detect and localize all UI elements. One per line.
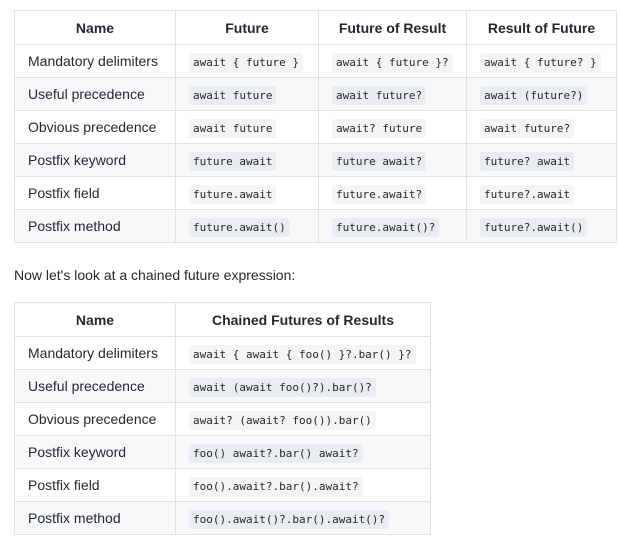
row-name: Postfix keyword (15, 144, 176, 177)
code-chained: await (await foo()?).bar()? (189, 378, 376, 397)
table-row (15, 177, 617, 210)
row-name: Useful precedence (15, 78, 176, 111)
table-row (15, 78, 617, 111)
code-result-of-future: future?.await() (480, 218, 587, 237)
row-name: Postfix method (15, 502, 176, 535)
table-row (15, 210, 617, 243)
table-row (15, 45, 617, 78)
code-future: await { future } (189, 53, 303, 72)
code-future: future await (189, 152, 276, 171)
code-future-of-result: future.await? (332, 185, 426, 204)
row-name: Obvious precedence (15, 403, 176, 436)
code-future: await future (189, 119, 276, 138)
code-future-of-result: await future? (332, 86, 426, 105)
header-future-of-result: Future of Result (319, 11, 467, 45)
code-result-of-future: future?.await (480, 185, 574, 204)
code-future: await future (189, 86, 276, 105)
row-name: Postfix keyword (15, 436, 176, 469)
code-future-of-result: await { future }? (332, 53, 453, 72)
code-result-of-future: await { future? } (480, 53, 601, 72)
table-row (15, 144, 617, 177)
table-header-row (15, 11, 617, 45)
code-future-of-result: await? future (332, 119, 426, 138)
table-header-row (15, 303, 431, 337)
header-name: Name (15, 11, 176, 45)
intro-paragraph: Now let's look at a chained future expression: (14, 267, 296, 283)
code-chained: foo() await?.bar() await? (189, 444, 363, 463)
table-row (15, 111, 617, 144)
code-chained: await { await { foo() }?.bar() }? (189, 345, 416, 364)
code-future-of-result: future.await()? (332, 218, 439, 237)
row-name: Mandatory delimiters (15, 45, 176, 78)
table-row (15, 436, 431, 469)
code-chained: foo().await?.bar().await? (189, 477, 363, 496)
table-row (15, 502, 431, 535)
row-name: Mandatory delimiters (15, 337, 176, 370)
row-name: Postfix method (15, 210, 176, 243)
header-result-of-future: Result of Future (467, 11, 617, 45)
row-name: Obvious precedence (15, 111, 176, 144)
table-row (15, 403, 431, 436)
code-result-of-future: future? await (480, 152, 574, 171)
code-future: future.await() (189, 218, 290, 237)
code-future-of-result: future await? (332, 152, 426, 171)
header-chained-futures: Chained Futures of Results (176, 303, 431, 337)
code-result-of-future: await (future?) (480, 86, 587, 105)
table-row (15, 469, 431, 502)
code-result-of-future: await future? (480, 119, 574, 138)
row-name: Postfix field (15, 177, 176, 210)
header-future: Future (176, 11, 319, 45)
row-name: Postfix field (15, 469, 176, 502)
row-name: Useful precedence (15, 370, 176, 403)
header-name: Name (15, 303, 176, 337)
code-chained: foo().await()?.bar().await()? (189, 510, 389, 529)
code-chained: await? (await? foo()).bar() (189, 411, 376, 430)
table-row (15, 370, 431, 403)
chained-futures-table (14, 302, 431, 535)
table-row (15, 337, 431, 370)
code-future: future.await (189, 185, 276, 204)
syntax-comparison-table (14, 10, 617, 243)
